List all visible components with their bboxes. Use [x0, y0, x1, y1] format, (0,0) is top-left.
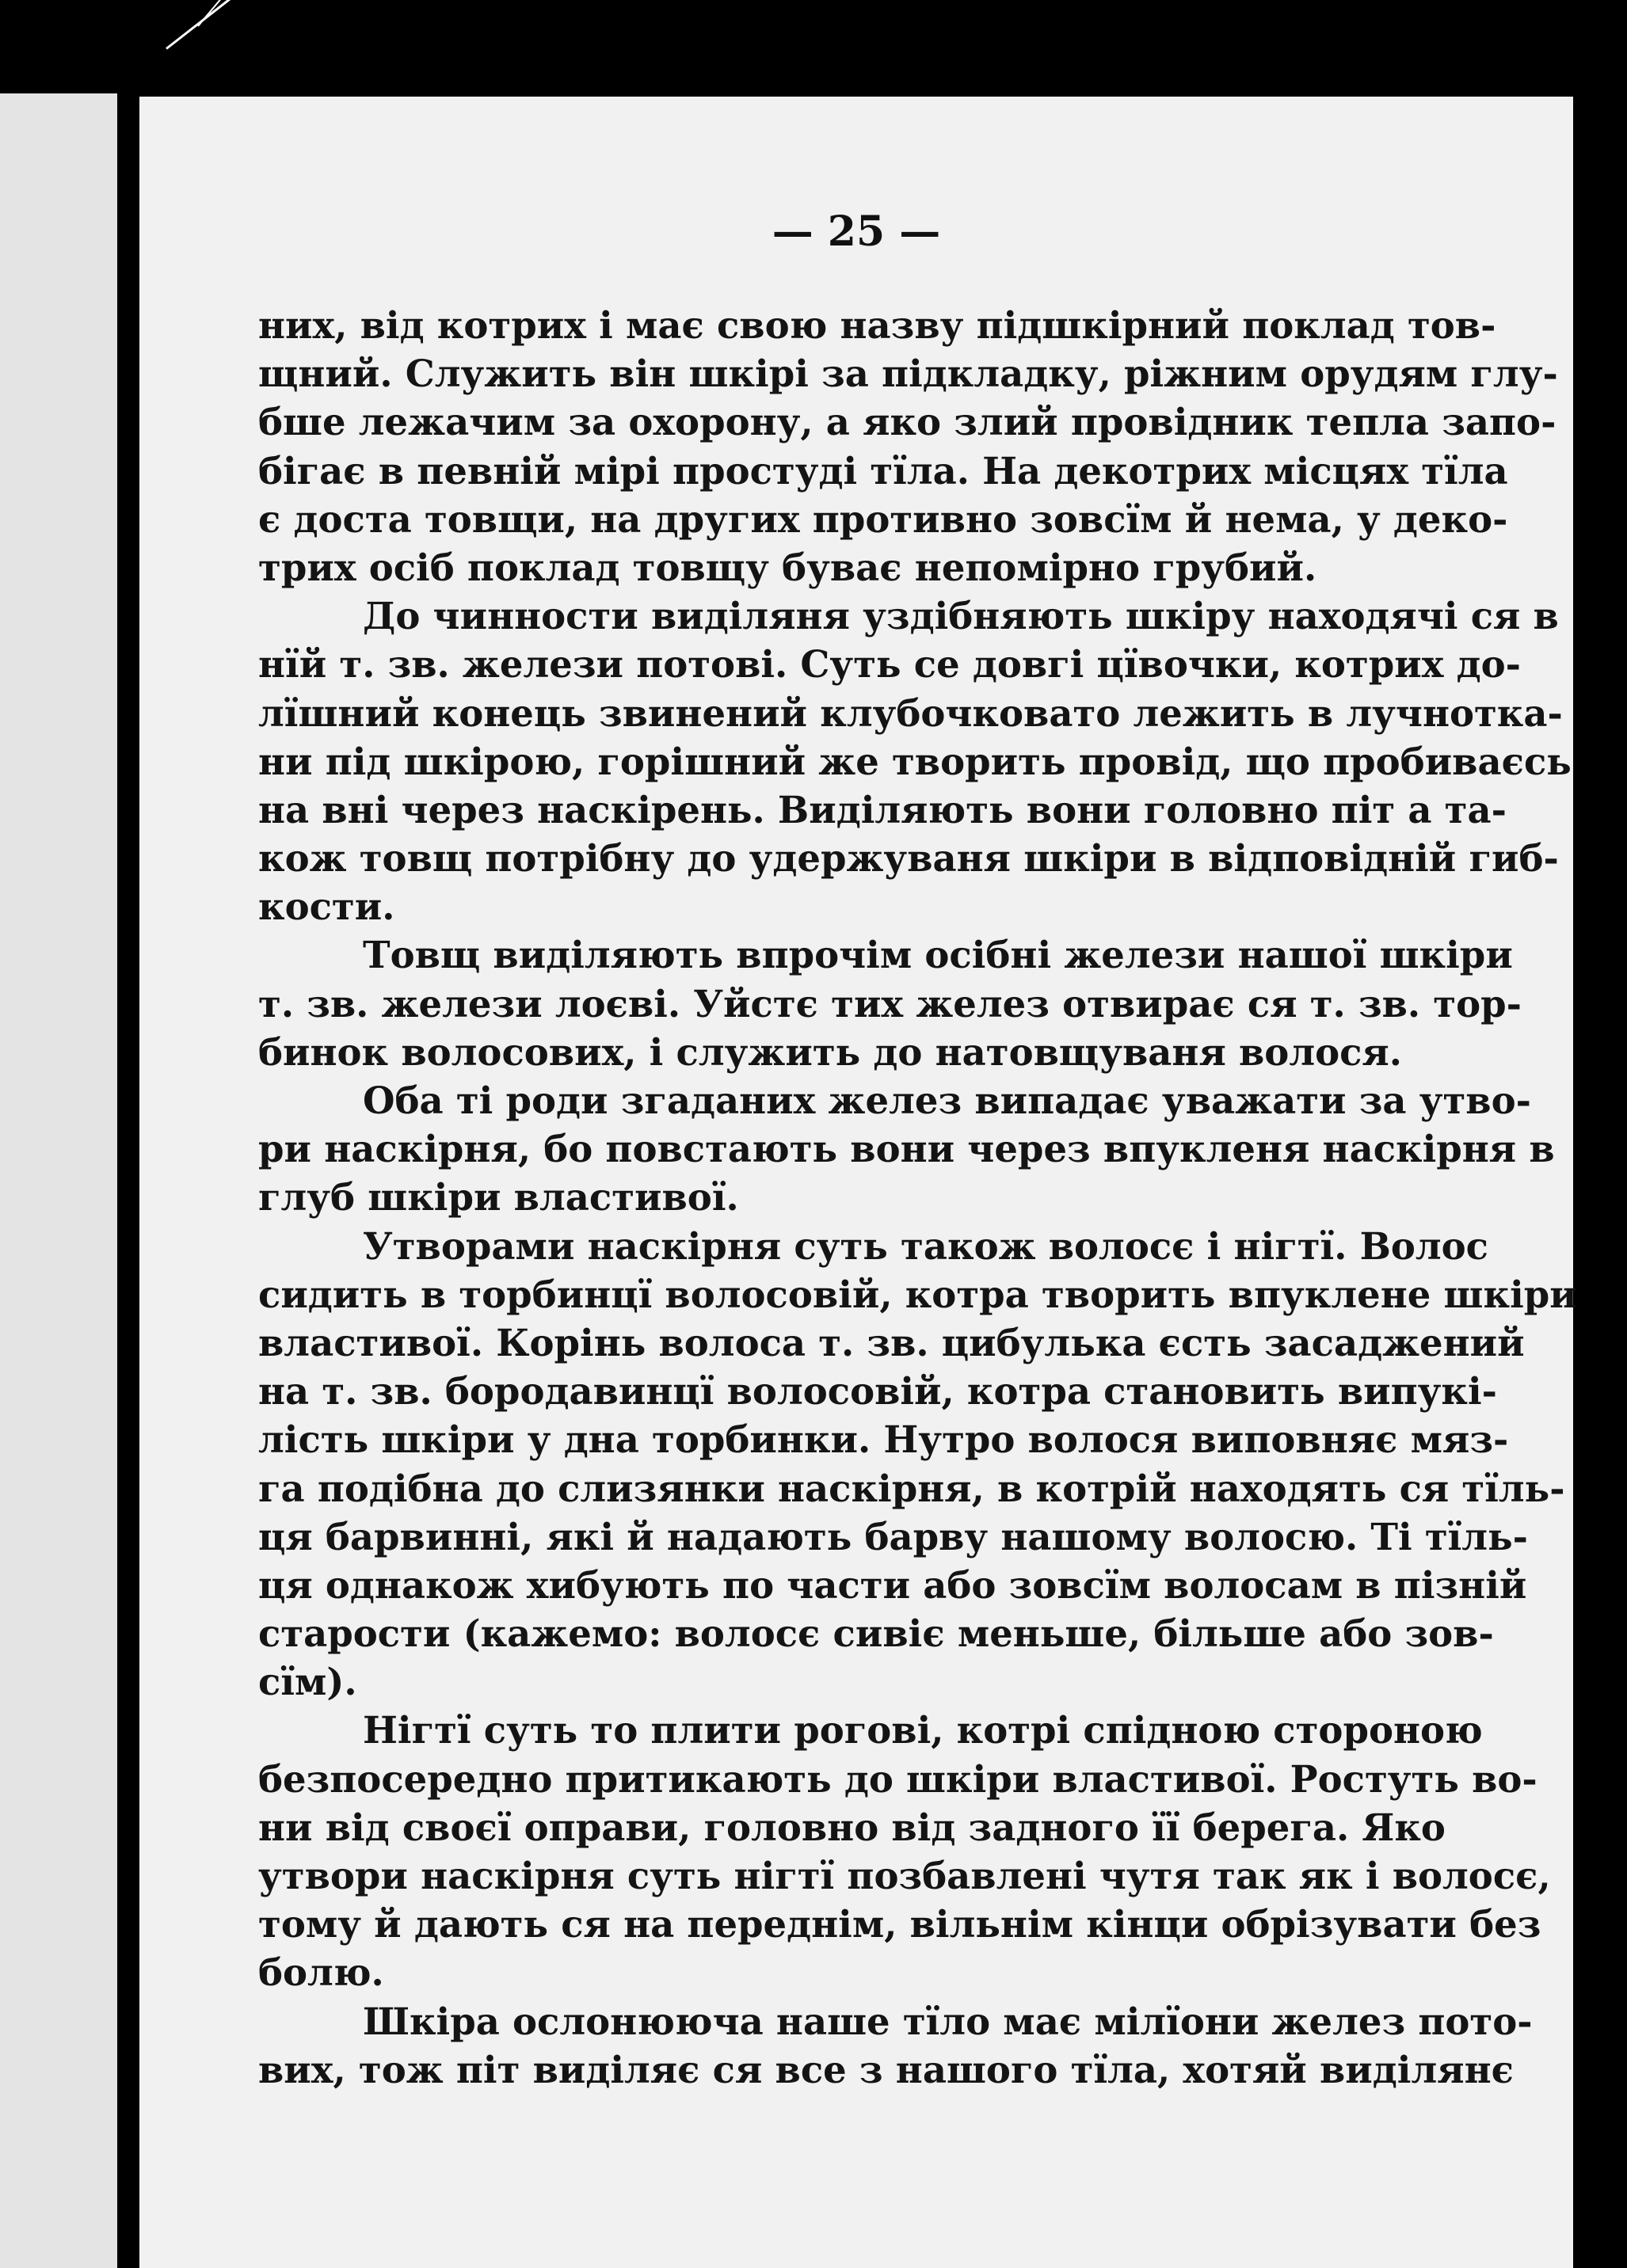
text-line: т. зв. желези лоєві. Уйстє тих желез отвирає ся т. зв. тор- [258, 981, 1522, 1026]
paragraph [258, 1997, 1533, 2094]
text-line: ни під шкірою, горішний же творить провід, що пробиваєсь [258, 739, 1572, 783]
text-line: сїм). [258, 1660, 357, 1704]
text-line: властивої. Корінь волоса т. зв. цибулька єсть засаджений [258, 1320, 1525, 1364]
book-page [139, 97, 1577, 2268]
text-line: на вні через наскірень. Виділяють вони головно піт а та- [258, 787, 1507, 831]
text-line: них, від котрих і має свою назву підшкірний поклад тов- [258, 303, 1496, 347]
text-line: кости. [258, 885, 395, 929]
text-line: лість шкіри у дна торбинки. Нутро волося виповняє мяз- [258, 1418, 1509, 1462]
text-line: безпосередно притикають до шкіри властивої. Ростуть во- [258, 1756, 1537, 1801]
page-gutter-shadow [117, 93, 139, 2268]
text-line: бше лежачим за охорону, а яко злий провідник тепла запо- [258, 400, 1557, 444]
text-line: Утворами наскірня суть також волосє і нігтї. Волос [363, 1223, 1488, 1268]
text-line: кож товщ потрібну до удержуваня шкіри в відповідній гиб- [258, 836, 1559, 881]
body-text [258, 301, 1577, 2094]
text-line: Товщ виділяють впрочім осібні желези нашої шкіри [363, 933, 1513, 977]
text-line: глуб шкіри властивої. [258, 1175, 739, 1220]
text-line: сидить в торбинцї волосовій, котра творить впуклене шкіри [258, 1272, 1577, 1316]
text-line: є доста товщи, на других противно зовсїм й нема, у деко- [258, 497, 1508, 541]
text-line: га подібна до слизянки наскірня, в котрій находять ся тїль- [258, 1466, 1565, 1510]
text-line: ри наскірня, бо повстають вони через впукленя наскірня в [258, 1127, 1555, 1171]
text-line: утвори наскірня суть нігтї позбавлені чутя так як і волосє, [258, 1854, 1551, 1897]
text-line: Оба ті роди згаданих желез випадає уважати за утво- [363, 1079, 1531, 1122]
text-line: ця однакож хибують по части або зовсїм волосам в пізній [258, 1562, 1527, 1607]
text-line: лїшний конець звинений клубочковато лежить в лучнотка- [258, 691, 1563, 735]
text-line: бігає в певній мірі простуді тїла. На декотрих місцях тїла [258, 448, 1508, 493]
paragraph [258, 301, 1558, 592]
text-line: вих, тож піт виділяє ся все з нашого тїла, хотяй виділянє [258, 2047, 1514, 2091]
text-line: щний. Служить він шкірі за підкладку, ріжним орудям глу- [258, 352, 1558, 396]
paragraph [258, 1706, 1551, 1996]
paragraph [258, 592, 1572, 930]
paragraph [258, 1222, 1577, 1707]
text-line: тому й дають ся на переднім, вільнім кінци обрізувати без [258, 1902, 1541, 1946]
text-line: на т. зв. бородавинцї волосовій, котра становить випукі- [258, 1369, 1497, 1414]
text-line: До чинности виділяня уздібняють шкіру находячі ся в [363, 594, 1559, 638]
page-number: — 25 — [772, 207, 941, 256]
scan-scratch-mark [166, 0, 236, 50]
text-line: Нігтї суть то плити рогові, котрі спідною стороною [363, 1708, 1483, 1752]
text-line: нїй т. зв. желези потові. Суть се довгі цївочки, котрих до- [258, 642, 1521, 687]
left-page-edge [0, 93, 117, 2268]
paragraph [258, 1076, 1555, 1222]
text-line: болю. [258, 1950, 384, 1995]
text-line: бинок волосових, і служить до натовщуваня волося. [258, 1029, 1402, 1074]
text-line: ни від своєї оправи, головно від задного її берега. Яко [258, 1805, 1446, 1849]
text-line: Шкіра ослонююча наше тїло має мілїони желез пото- [363, 1999, 1533, 2043]
text-line: старости (кажемо: волосє сивіє меньше, більше або зов- [258, 1612, 1494, 1656]
text-line: ця барвинні, які й надають барву нашому волосю. Ті тїль- [258, 1514, 1528, 1558]
paragraph [258, 930, 1522, 1076]
text-line: трих осіб поклад товщу буває непомірно грубий. [258, 545, 1317, 589]
